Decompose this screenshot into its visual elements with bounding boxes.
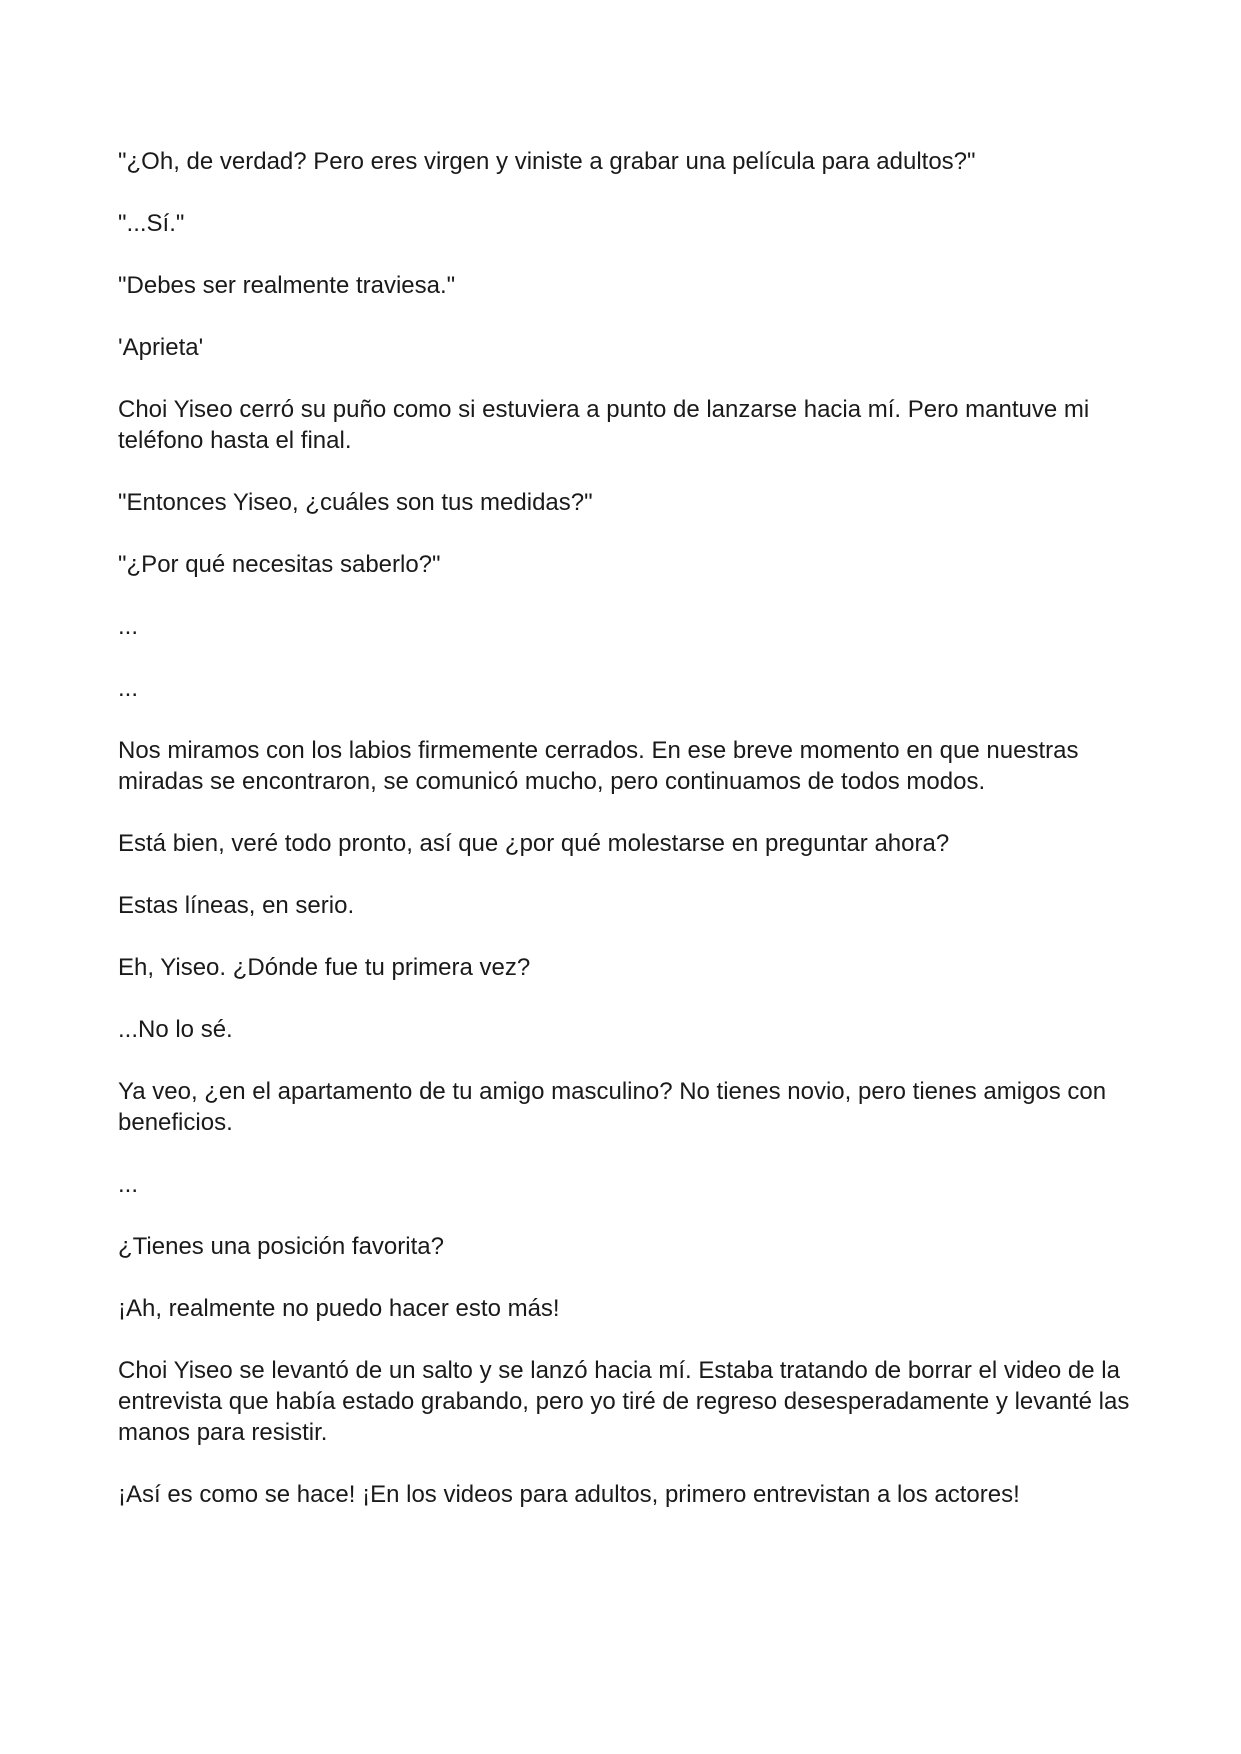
paragraph: ¡Ah, realmente no puedo hacer esto más! <box>118 1295 560 1322</box>
paragraph: Nos miramos con los labios firmemente cerrados. En ese breve momento en que nuestras miradas se encontraron, se comunicó mucho, pero continuamos de todos modos. <box>118 737 1079 795</box>
paragraph: "¿Por qué necesitas saberlo?" <box>118 551 441 578</box>
paragraph: "...Sí." <box>118 210 185 237</box>
paragraph: Choi Yiseo se levantó de un salto y se lanzó hacia mí. Estaba tratando de borrar el video de la entrevista que había estado grabando, pero yo tiré de regreso desesperadamente y levanté las manos para resistir. <box>118 1357 1130 1446</box>
document-body <box>118 146 1138 1541</box>
paragraph: ¡Así es como se hace! ¡En los videos para adultos, primero entrevistan a los actores! <box>118 1481 1020 1508</box>
paragraph: "Entonces Yiseo, ¿cuáles son tus medidas?" <box>118 489 593 516</box>
paragraph: ... <box>118 675 139 702</box>
paragraph: Ya veo, ¿en el apartamento de tu amigo masculino? No tienes novio, pero tienes amigos con beneficios. <box>118 1078 1107 1136</box>
paragraph: Estas líneas, en serio. <box>118 892 355 919</box>
paragraph: Está bien, veré todo pronto, así que ¿por qué molestarse en preguntar ahora? <box>118 830 950 857</box>
paragraph: ¿Tienes una posición favorita? <box>118 1233 444 1260</box>
paragraph: ...No lo sé. <box>118 1016 233 1043</box>
paragraph: "¿Oh, de verdad? Pero eres virgen y viniste a grabar una película para adultos?" <box>118 148 976 175</box>
paragraph: Eh, Yiseo. ¿Dónde fue tu primera vez? <box>118 954 531 981</box>
paragraph: 'Aprieta' <box>118 334 204 361</box>
paragraph: ... <box>118 1171 139 1198</box>
paragraph: Choi Yiseo cerró su puño como si estuviera a punto de lanzarse hacia mí. Pero mantuve mi teléfono hasta el final. <box>118 396 1090 454</box>
paragraph: ... <box>118 613 139 640</box>
paragraph: "Debes ser realmente traviesa." <box>118 272 456 299</box>
